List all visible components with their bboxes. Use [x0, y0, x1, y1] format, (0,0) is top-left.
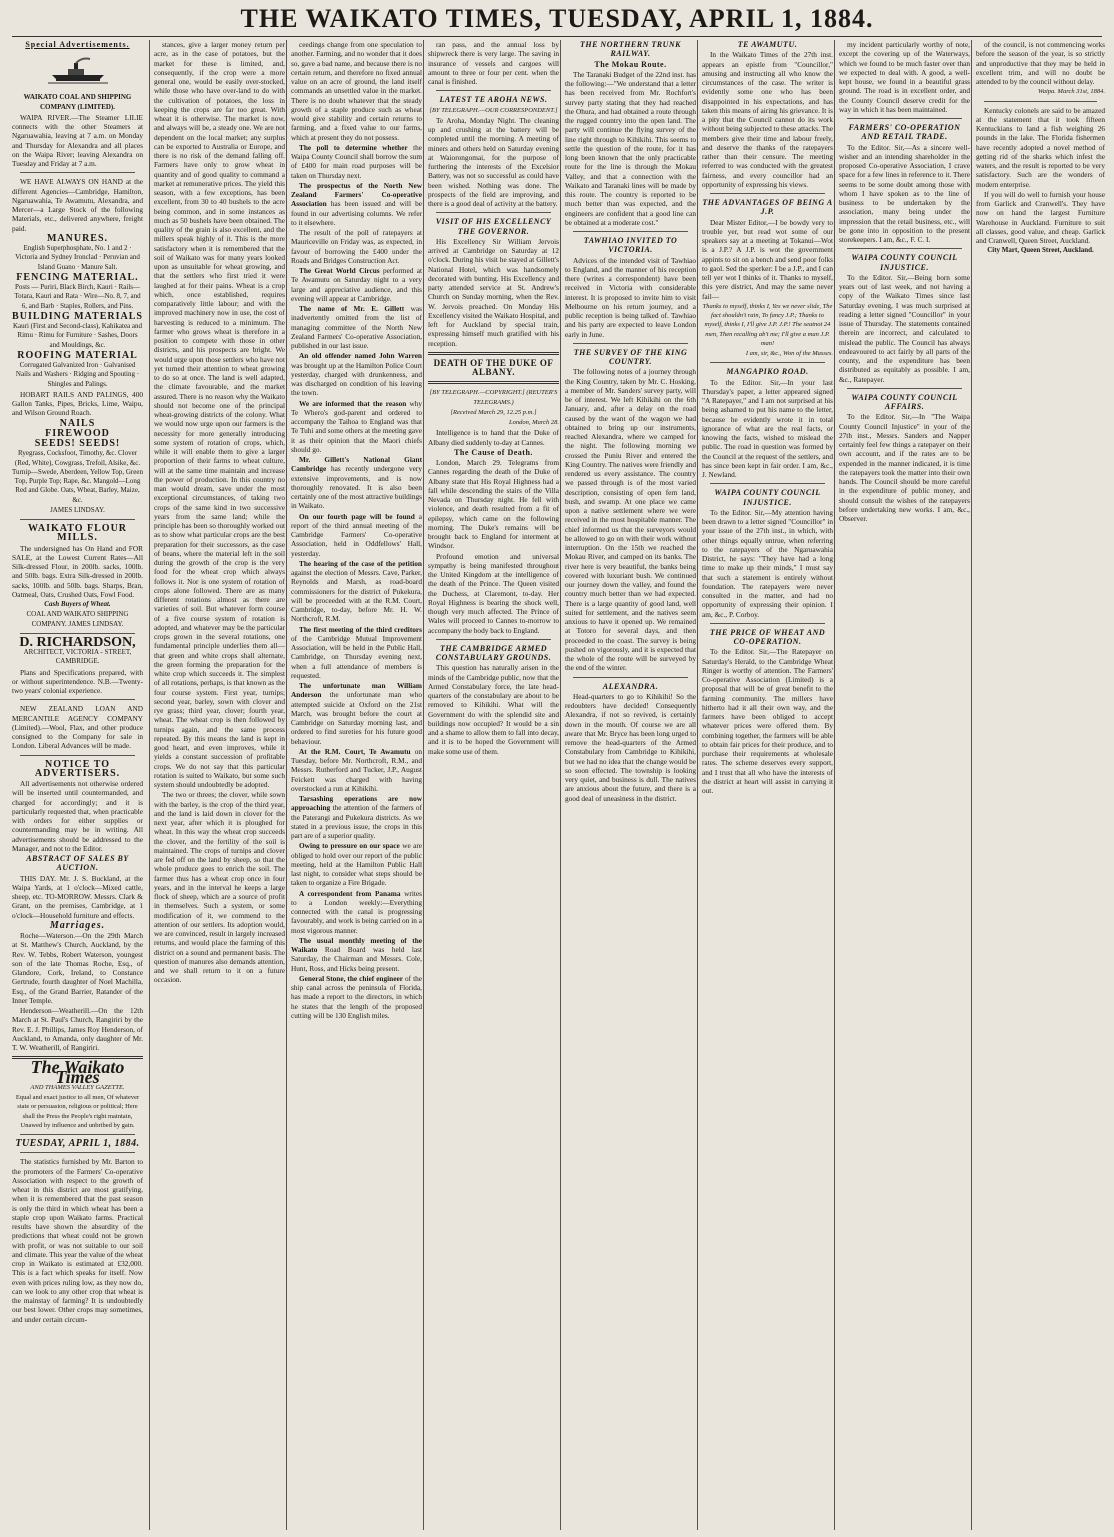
masthead-rule	[12, 36, 1102, 37]
co-operation-heading: FARMERS' CO-OPERATION AND RETAIL TRADE.	[848, 123, 961, 142]
column-1: Special Advertisements. WAIKATO COAL AND SHIPPING COMPANY (LIMITED). WAIPA RIVER.—The Steamer LILIE connects with the other Steamers at Ngaruawahia, leaving at 7 a.m. on Monday and Thursday for Alexandra and all places on the Waipa River; leaving Alexandra on Tuesday and Friday at 7 a.m. WE HAVE ALWAYS ON HAND at the different Agencies—Cambridge, Hamilton, Ngaruawahia, Te Awamutu, Alexandra, and Mercer—a Large Stock of the following Materials, etc., delivered anywhere, freight paid. MANURES. English Superphosphate, No. 1 and 2 · Victoria and Sydney Ironclad · Peruvian and Island Guano · Manure Salt. FENCING MATERIAL. Posts — Puriri, Black Birch, Kauri · Rails—Totara, Kauri and Rata · Wire—No. 8, 7, and 6, and Barb · Staples, Rollers, and Pins. BUILDING MATERIALS Kauri (First and Second-class), Kahikatea and Rimu · Rimu for Furniture · Sashes, Doors and Mouldings, &c. ROOFING MATERIAL Corrugated Galvanized Iron · Galvanised Nails and Washers · Ridging and Spouting · Shingles and Palings. HOBART RAILS AND PALINGS, 400 Gallon Tanks, Pipes, Bricks, Lime, Waipu, and Wilson Ground Roach. NAILS FIREWOOD SEEDS! SEEDS! Ryegrass, Cocksfoot, Timothy, &c. Clover (Red, White), Cowgrass, Trefoil, Alsike, &c. Turnip—Swede, Aberdeen, Yellow Top, Green Top, Purple Top; Rape, &c. Mangold—Long Red and Globe. Oats, Wheat, Barley, Maize, &c. JAMES LINDSAY. WAIKATO FLOUR MILLS. The undersigned has On Hand and FOR SALE, at the Lowest Current Rates—All Silk-dressed Flour, in 200lb. sacks, 100lb. and 50lb. bags. Extra Silk-dressed in 200lb. sacks, 100lb. and 50lb. bags. Sharps, Bran, Oatmeal, Oats, Crushed Oats, Fowl Food. Cash Buyers of Wheat. COAL AND WAIKATO SHIPPING COMPANY. JAMES LINDSAY. D. RICHARDSON, ARCHITECT, VICTORIA - STREET, CAMBRIDGE. Plans and Specifications prepared, with or without superintendence. N.B.—Twenty-two years' colonial experience. NEW ZEALAND LOAN AND MERCANTILE AGENCY COMPANY (Limited).—Wool, Flax, and other produce consigned to the Company for sale in London. Liberal Advances will be made. NOTICE TO ADVERTISERS. All advertisements not otherwise ordered will be inserted until countermanded, and charged for accordingly; and it is particularly requested that, when practicable with orders for either supplies or countermanding may be in writing. All advertisements should be addressed to the Manager, and not to the Editor. ABSTRACT OF SALES BY AUCTION. THIS DAY. Mr. J. S. Buckland, at the Waipa Yards, at 1 o'clock—Mixed cattle, sheep, etc. TO-MORROW. Messrs. Clark & Grant, on the premises, Cambridge, at 1 o'clock—Household furniture and effects. Marriages. Roche—Waterson.—On the 29th March at St. Matthew's Church, Auckland, by the Rev. W. Tebbs, Robert Waterson, youngest son of the late Thomas Roche, Esq., of Glandore, Cork, Ireland, to Constance Gertrude, fourth daughter of Noel Machilla, Esq., of the Grand Barrier, Ratander of the Inner Temple. Henderson—Weatherill.—On the 12th March at St. Paul's Church, Rangiriri by the Rev. E. J. Phillips, James Roy Henderson, of Auckland, to Amanda, only daughter of Mr. T. W. Weatherill, of Rangiriri. The Waikato Times AND THAMES VALLEY GAZETTE. Equal and exact justice to all men, Of whatever state or persuasion, religious or political; Here shall the Press the People's right maintain, Unawed by influence and unbribed by gain. TUESDAY, APRIL 1, 1884. The statistics furnished by Mr. Barton to the promoters of the Farmers' Co-operative Association with respect to the growth of wheat in this district are most gratifying, when it is remembered that the past season is only the third in which wheat has been a staple crop upon Waikato farms. Practical results have shown the absurdity of the predictions that wheat could not be grown with profit, or was not suitable to our soil and climate. This year the value of the wheat crop in Waikato is estimated at £32,000. This is a fact which speaks for itself. Now even with prices ruling low, as they now do, can we look to any other crop that wheat is the mainstay of farming? It is undoubtedly our best lower. Other crops may sometimes, and under certain circum-	[12, 40, 143, 1324]
column-6: TE AWAMUTU. In the Waikato Times of the 27th inst. appears an epistle from "Councillor," amusing and instructing all who know the circumstances of the case. The writer is evidently some one who has been disappointed in his expectations, and has taken this means of airing his grievance. It is a pity that the Council cannot do its work without being subjected to these attacks. The members give their time and labour freely, and deserve the thanks of the ratepayers rather than their censure. The meeting referred to was conducted with the greatest fairness, and every councillor had an opportunity of expressing his views. THE ADVANTAGES OF BEING A J.P. Dear Mister Editor,—I be bowdy very to trouble yer, but read wot some of our speakers say at a meeting at Tokanui—Wot is a J.P.? A J.P. is wot the government appints to sit on a bench and send poor folks to gaol. Sed the sperker: I be a J.P., and I can tell yer wot I thinks of it. Thanks to myself, this yere district, And may the same never fail— Thanks to myself, thinks I, Yes we never slide, The fact shouldn't rain, To fancy J.P.; Thanks to myself, thinks I, I'll give J.P. J.P.! The seatnot 24 men, Then recalling ab't me; I'll give a man J.P. man! I am, sir, &c., Won of the Masses. MANGAPIKO ROAD. To the Editor. Sir,—In your last Thursday's paper, a letter appeared signed "A Ratepayer," and I am not surprised at his being ashamed to put his name to the letter, because he evidently wrote it in total ignorance of what are the real facts, or knowing the facts, wished to mislead the public. The road in question was formed by the Council at the request of the settlers, and has since been kept in fair order. I am, &c., J. Newland. WAIPA COUNTY COUNCIL INJUSTICE. To the Editor. Sir,—My attention having been drawn to a letter signed "Councillor" in your issue of the 27th inst., in which, with other things equally untrue, when referring to the ratepayers of the Ngaruawahia District, he says: "They have had a long time to make up their minds," I must say that such a statement is entirely without foundation. The ratepayers were never consulted in the matter, and had no opportunity of expressing their opinion. I am, &c., P. Corboy. THE PRICE OF WHEAT AND CO-OPERATION. To the Editor. Sir,—The Ratepayer on Saturday's Herald, to the Cambridge Wheat Ringer is worthy of attention. The Farmers' Co-operative Association (Limited) is a proposal that will be of great benefit to the farming community. The millers have hitherto had it all their own way, and the farmers have been obliged to accept whatever prices were offered them. By combining together, the farmers will be able to obtain fair prices for their produce, and to purchase their requirements at wholesale rates. The scheme deserves every support, and I trust that all who have the interests of the district at heart will assist in carrying it out.	[697, 40, 833, 1530]
alexandra-heading: ALEXANDRA.	[602, 681, 659, 691]
mangapiko-heading: MANGAPIKO ROAD.	[726, 367, 809, 377]
nails-heading: NAILS	[59, 417, 96, 429]
notice-heading: NOTICE TO ADVERTISERS.	[34, 758, 121, 779]
leader-end: ceedings change from one speculation to another. Farming, and no wonder that it does so, gave a bad name, and because there is no certain return, and therefore no fixed annual value on an acre of ground, the land itself commands an unsettled value in the market. There is no doubt whatever that the steady growth of a staple produce such as wheat would give stability and certain returns to farming, and a fixed value to our farms, which at present they do not possess.	[291, 40, 422, 142]
te-awamutu-heading: TE AWAMUTU.	[737, 40, 798, 49]
notice-body: All advertisements not otherwise ordered will be inserted until countermanded, and charged for accordingly; and it is particularly requested that, when practicable with orders for either supplies or countermanding may be in writing. All advertisements should be addressed to the Manager, and not to the Editor.	[12, 779, 143, 853]
council-injustice-heading: WAIPA COUNTY COUNCIL INJUSTICE.	[714, 488, 821, 507]
column-8: of the council, is not commencing works before the season of the year, is so strictly and unproductive that they may be held in excellent trim, and will no doubt be attended to by the council without delay. Waipa. March 31st, 1884. Kentucky colonels are said to be amazed at the statement that it took fifteen Kentuckians to land a fish weighing 26 pounds in the lake. The Florida fishermen have recently adopted a novel method of getting rid of the sharks which infest the waters, and the result is reported to be very satisfactory. Such are the wonders of modern enterprise. If you will do well to furnish your house from Garlick and Cranwell's. They have now on hand the largest Furniture Warehouse in Auckland. Furniture to suit all classes, good value, and cheap. Garlick and Cranwell, Queen Street, Auckland. City Mart, Queen Street, Auckland.	[971, 40, 1105, 1530]
trunk-railway-heading: THE NORTHERN TRUNK RAILWAY.	[579, 40, 681, 59]
fencing-heading: FENCING MATERIAL.	[16, 271, 139, 283]
flour-mills-heading: WAIKATO FLOUR MILLS.	[27, 523, 128, 544]
columns	[12, 40, 1104, 1530]
council-affairs-heading: WAIPA COUNTY COUNCIL AFFAIRS.	[851, 392, 958, 411]
firewood-heading: FIREWOOD	[45, 427, 110, 439]
paper-motto: Equal and exact justice to all men, Of whatever state or persuasion, religious or political; Here shall the Press the People's right maintain, Unawed by influence and unbribed by gain.	[15, 1094, 140, 1129]
footer-ad: City Mart, Queen Street, Auckland.	[987, 246, 1094, 255]
column-5: THE NORTHERN TRUNK RAILWAY. The Mokau Route. The Taranaki Budget of the 22nd inst. has the following:—"We understand that a letter has been received from Mr. Rochfort's survey party stating that they had reached the Ohura, and had obtained a route through the rugged country into the open land. The party will continue the flying survey of the line right through to Kihikihi. This seems to settle the question of the route, for it has long been known that the only practicable route for the line is through the Mokau Valley, and that a connection with the Waikato and Taranaki lines will be made by this route. The country is reported to be much better than was expected, and the engineers are confident that a good line can be obtained at a moderate cost." TAWHIAO INVITED TO VICTORIA. Advices of the intended visit of Tawhiao to England, and the manner of his reception there (writes a correspondent) have been received in Victoria with considerable interest. It is proposed to invite him to visit Melbourne on his return journey, and a public reception is being talked of. Tawhiao and his party are expected to leave London early in June. THE SURVEY OF THE KING COUNTRY. The following notes of a journey through the King Country, taken by Mr. C. Hosking, a member of Mr. Sanders' survey party, will be of interest. We left Kihikihi on the 6th January, and, after a delay on the road caused by the want of the wagon we had obtained to bring up our instruments, reached Alexandra, where we camped for the night. The following morning we crossed the Puniu River and entered the King Country. The natives were friendly and rendered us every assistance. The country we passed through is of the most varied description, consisting of open fern land, bush, and swamp. At one place we came upon a native settlement where we were received in the most hospitable manner. The chief informed us that the surveyors would be allowed to go on with their work without interruption. On the 15th we reached the Mokau River, and camped on its banks. The river here is very beautiful, the banks being covered with luxuriant bush. We continued our journey down the valley, and found the country much better than we had expected. There is a large quantity of good land, well suited for settlement, and the natives seem anxious to have it opened up. We remained at Totoro for several days, and then proceeded to the coast. The survey is being pushed on vigorously, and it is expected that the whole of the route will be surveyed by the end of the winter. ALEXANDRA. Head-quarters to go to Kihikihi! So the redoubters have decided! Consequently Alexandra, if not so revived, is certainly down in the mouth. Of course we are all aware that Mr. Bryce has been long urged to remove the head-quarters of the Armed Constabulary from Cambridge to Kihikihi, but we had no idea that the change would be so soon effected. The township is looking very quiet, and business is dull. The natives are anxious about the future, and there is a good deal of uneasiness in the district.	[560, 40, 696, 1530]
hobart-ad: HOBART RAILS AND PALINGS, 400 Gallon Tanks, Pipes, Bricks, Lime, Waipu, and Wilson Ground Roach.	[12, 389, 143, 418]
special-ads-heading: Special Advertisements.	[25, 40, 130, 49]
marriages-heading: Marriages.	[49, 919, 106, 931]
materials-ad-body: WE HAVE ALWAYS ON HAND at the different Agencies—Cambridge, Hamilton, Ngaruawahia, Te Awamutu, Alexandra, and Mercer—a Large Stock of the following Materials, etc., delivered anywhere, freight paid.	[12, 177, 143, 233]
flour-mills-body: The undersigned has On Hand and FOR SALE, at the Lowest Current Rates—All Silk-dressed Flour, in 200lb. sacks, 100lb. and 50lb. bags. Extra Silk-dressed in 200lb. sacks, 100lb. and 50lb. bags. Sharps, Bran, Oatmeal, Oats, Crushed Oats, Fowl Food.	[12, 543, 143, 599]
injustice-heading: WAIPA COUNTY COUNCIL INJUSTICE.	[851, 253, 958, 272]
tawhiao-heading: TAWHIAO INVITED TO VICTORIA.	[583, 236, 678, 255]
column-7: my incident particularly worthy of note, except the covering up of the Waterways, which we found to be much faster over than we expected to deal with. A good, a well-kept house, we found in a beautiful grass ground. The road is in excellent order, and the County Council deserve credit for the way in which it has been maintained. FARMERS' CO-OPERATION AND RETAIL TRADE. To the Editor. Sir,—As a sincere well-wisher and an intending shareholder in the proposed Co-operative Association, I crave space for a few lines in reference to it. There seems to be some doubt among those with whom I have spoken as to the line of business to be undertaken by the association, many being under the impression that the retail business, etc., will be gone into in opposition to the present storekeepers. I am, &c., F. C. I. WAIPA COUNTY COUNCIL INJUSTICE. To the Editor. Sir,—Being born some years out of last week, and not having a copy of the Waikato Times since last Saturday evening, I was much surprised at reading a letter signed "Councillor" in your issue of Thursday. The statements contained therein are incorrect, and calculated to mislead the public. The Council has always endeavoured to act fairly by all parts of the county, and the expenditure has been distributed as equitably as possible. I am, &c., Ratepayer. WAIPA COUNTY COUNCIL AFFAIRS. To the Editor. Sir,—In "The Waipa County Council Injustice" in your of the 27th inst., Messrs. Sanders and Napper certainly feel few things a ratepayer on their own account, and if the rates are to be expended in the manner indicated, it is time the ratepayers took the matter into their own hands. The Council should be more careful in the expenditure of public money, and should consult the wishes of the ratepayers before undertaking new works. I am, &c., Observer.	[834, 40, 970, 1530]
richardson-heading: D. RICHARDSON,	[19, 634, 136, 650]
seeds-heading: SEEDS! SEEDS!	[34, 438, 121, 449]
architect-line: ARCHITECT, VICTORIA - STREET, CAMBRIDGE.	[23, 648, 132, 666]
abstract-heading: ABSTRACT OF SALES BY AUCTION.	[26, 854, 129, 873]
leader-article: The statistics furnished by Mr. Barton to the promoters of the Farmers' Co-operative Association with respect to the growth of wheat in this district are most gratifying, when it is remembered that the past season is only the third in which wheat has been a staple crop upon Waikato farms. Practical results have shown the absurdity of the predictions that wheat could not be grown with profit, or was not suitable to our soil and climate. This year the value of the wheat crop in Waikato is estimated at £32,000. This is a fact which speaks for itself. Now even with prices ruling low, as they now do, can we look to any other crop that wheat is the mainstay of farming? It is undoubtedly our best lower. Other crops may sometimes, and under certain circum-	[12, 1157, 143, 1324]
paper-subtitle: AND THAMES VALLEY GAZETTE.	[30, 1083, 125, 1091]
nz-loan-ad: NEW ZEALAND LOAN AND MERCANTILE AGENCY COMPANY (Limited).—Wool, Flax, and other produce consigned to the Company for sale in London. Liberal Advances will be made.	[12, 704, 143, 751]
leader-continued-2: The two or threes; the clover, while sown with the barley, is the crop of the third year, and the land is laid down in clover for the next year, after which it is ploughed for wheat. In this way the wheat crop succeeds the clover, and the fertility of the soil is maintained. The crops of turnips and clover are fed off on the land by sheep, so that the whole produce goes to enrich the soil. The farmer thus has a wheat crop once in four years, and in the interval he keeps a large flock of sheep, which are a source of profit in themselves. Such a system, or some modification of it, we commend to the attention of our settlers. Its adoption would, we are convinced, result in largely increased returns, and would place the farming of this district on a sound and permanent basis. The question of manures also demands attention, and we shall return to it on a future occasion.	[154, 790, 285, 985]
dateline: TUESDAY, APRIL 1, 1884.	[15, 1138, 140, 1149]
paper-title: The Waikato Times	[30, 1057, 125, 1087]
coal-company-ad-body: WAIPA RIVER.—The Steamer LILIE connects with the other Steamers at Ngaruawahia, leaving at 7 a.m. on Monday and Thursday for Alexandra and all places on the Waipa River; leaving Alexandra on Tuesday and Friday at 7 a.m.	[12, 112, 143, 168]
cash-buyers: Cash Buyers of Wheat.	[44, 600, 111, 608]
column-3: ceedings change from one speculation to another. Farming, and no wonder that it does so, gave a bad name, and because there is no certain return, and therefore no fixed annual value on an acre of ground, the land itself commands an unsettled value in the market. There is no doubt whatever that the steady growth of a staple produce such as wheat would give stability and certain returns to farming, and a fixed value to our farms, which at present they do not possess. The poll to determine whether the Waipa County Council shall borrow the sum of £400 for main road purposes will be taken on Thursday next. The prospectus of the North New Zealand Farmers' Co-operative Association has been issued and will be found in our advertising columns. We refer to it elsewhere. The result of the poll of ratepayers at Mauriceville on Friday was, as expected, in favour of borrowing the £400 under the Roads and Bridges Construction Act. The Great World Circus performed at Te Awamutu on Saturday night to a very large and appreciative audience, and this evening will appear at Cambridge. The name of Mr. E. Gillett was inadvertently omitted from the list of managing committee of the North New Zealand Farmers' Co-operative Association, published in our last issue. An old offender named John Warren was brought up at the Hamilton Police Court yesterday, charged with drunkenness, and was discharged on condition of his leaving the town. We are informed that the reason why Te Whero's god-parent and ordered to accompany the Taihoa to England was that Te Tuhi and some others at the meeting gave it as their opinion that the Maori chiefs should go. Mr. Gillett's National Giant Cambridge has recently undergone very extensive improvements, and is now thoroughly renovated. It is also been certainly one of the most attractive buildings in Waikato. On our fourth page will be found a report of the third annual meeting of the Cambridge Farmers' Co-operative Association, held in Oddfellows' Hall, yesterday. The hearing of the case of the petition against the election of Messrs. Cave, Parker, Reynolds and Marsh, as road-board commissioners for the district of Pukekura, will be proceeded with at the R.M. Court, Cambridge, to-day, before Mr. H. W. Northcroft, R.M. The first meeting of the third creditors of the Cambridge Mutual Improvement Association, will be held in the Public Hall, Cambridge, on Thursday evening next, when a full attendance of members is requested. The unfortunate man William Anderson the unfortunate man who attempted suicide at Oxford on the 21st March, was brought before the court at Cambridge on Saturday morning last, and ordered to find sureties for his future good behaviour. At the R.M. Court, Te Awamutu on Tuesday, before Mr. Northcroft, R.M., and Messrs. Rutherford and Tucker, J.P., August Feickett was charged with having overstocked a run at Kihikihi. Tarsashing operations are now approaching the attention of the farmers of the Paterangi and Pukekura districts. As we stated in a previous issue, the crops in this part are of a superior quality. Owing to pressure on our space we are obliged to hold over our report of the public meeting, held at the Hamilton Public Hall last night, to consider what steps should be taken to organize a Fire Brigade. A correspondent from Panama writes to a London weekly:—Everything connected with the canal is progressing favourably, and work is being carried on in a most vigorous manner. The usual monthly meeting of the Waikato Road Board was held last Saturday, the Chairman and Messrs. Cole, Hunt, Ross, and Hicks being present. General Stone, the chief engineer of the ship canal across the peninsula of Florida, has made a report to the directors, in which he states that the length of the proposed cutting will be 130 English miles.	[286, 40, 422, 1530]
divider	[20, 172, 135, 173]
masthead: THE WAIKATO TIMES, TUESDAY, APRIL 1, 1884.	[240, 4, 874, 33]
manures-heading: MANURES.	[46, 232, 109, 244]
governor-visit-heading: VISIT OF HIS EXCELLENCY THE GOVERNOR.	[435, 217, 552, 236]
coal-company-ad-heading: WAIKATO COAL AND SHIPPING COMPANY (LIMITED).	[23, 93, 132, 111]
column-2	[149, 40, 285, 1530]
cambridge-grounds-heading: THE CAMBRIDGE ARMED CONSTABULARY GROUNDS.	[435, 643, 552, 662]
leader-continued: stances, give a larger money return per acre, as in the case of potatoes, but the market for these is limited, and, consequently, if the crop were a more general one, would be easily over-stocked, while those who have over-land to do with the cultivation of potatoes, the loss in keeping the crops are far too great. With wheat it is otherwise. The market is now, and always will be, a steady one. We are not dependent on the local market; any surplus can be exported to Australia or Europe, and there is no risk of the demand falling off. Farmers have only to grow wheat in quantity and of good quality to command a market at remunerative prices. The yield this season, with a few exceptions, has been excellent, from 30 to 40 bushels to the acre being common, and in some instances as much as 50 bushels have been obtained. The quality of the grain is also excellent, and the millers speak highly of it. This is the more satisfactory when it is remembered that the soil of Waikato was for many years looked upon as unsuitable for wheat growing, and that the settlers who first tried it were laughed at for their pains. Wheat is a crop which, once established, requires comparatively little labour; and with the improved machinery now in use, the cost of harvesting is reduced to a minimum. The farmer who grows wheat is therefore in a position to compete with those in other districts, and his prospects are bright. We would urge upon those settlers who have not yet turned their attention to wheat growing to do so at once. The land is well adapted, the climate favourable, and the market assured. There is no reason why the Waikato should not become one of the principal wheat-growing districts of the colony. What we would now urge upon our farmers is the necessity for more generally introducing some system of rotation of crops, which, while it will enable them to give a larger proportion of their farms to wheat culture, will at the same time maintain and increase the power of production. In this country no man would dream, save under the most exceptional circumstances, of taking two crops of the same kind in two successive years from the same land; while the principle has been so thoroughly worked out as to show what particular crops are the best preparation for their successors, as the case of beans, where the material left in the soil during the growth of the crop is the very food for the wheat crop which always follows it. Nor is one system of rotation of crops alone followed. There are as many different rotations almost as there are varieties of soil. But whatever form course of a five course system of rotation is adopted, and whatever may be the particular crops grown in the several rotations, one fundamental principle underlies them all—that green and white crops shall alternate, the green forming the preparation for the white crop which succeeds it. The simplest of all rotations, perhaps, is that known as the four course system. First year, turnips; second year, barley, sown with clover and rye grass; third year, clover; fourth year, wheat. The wheat crop is then followed by turnips again, and the same process repeated. By this means the land is kept in good heart, and even improves, while it yields a constant succession of profitable crops. We do not say that this particular rotation is suited to Waikato, but some such system should undoubtedly be adopted.	[154, 40, 285, 789]
abstract-body: THIS DAY. Mr. J. S. Buckland, at the Waipa Yards, at 1 o'clock—Mixed cattle, sheep, etc. TO-MORROW. Messrs. Clark & Grant, on the premises, Cambridge, at 1 o'clock—Household furniture and effects.	[12, 873, 143, 920]
price-of-wheat-heading: THE PRICE OF WHEAT AND CO-OPERATION.	[709, 627, 826, 646]
coal-co-sig: COAL AND WAIKATO SHIPPING COMPANY. JAMES LINDSAY.	[26, 610, 129, 628]
column-4: ran pass, and the annual loss by shipwreck there is very large. The saving in insurance of vessels and cargoes will amount to three or four per cent. when the canal is finished. LATEST TE AROHA NEWS. [BY TELEGRAPH.—OUR CORRESPONDENT.] Te Aroha, Monday Night. The cleaning up and crushing at the battery will be completed until the morning. A meeting of miners and others held on Saturday evening at Waiorongomai, for the purpose of furthering the interests of the Excelsior Battery, was not so successful as could have been wished. Nothing was done. The prospects of the field are improving, and there is a good deal of activity at the battery. VISIT OF HIS EXCELLENCY THE GOVERNOR. His Excellency Sir William Jervois arrived at Cambridge on Saturday at 12 o'clock. During his visit he stayed at Gillett's National Hotel, which was handsomely decorated with bunting. His Excellency and party attended service at St. Andrew's Church on Sunday morning, when the Rev. W. Jervois preached. On Monday His Excellency visited the Waikato Hospital, and left for Auckland by special train, expressing himself much gratified with his reception. DEATH OF THE DUKE OF ALBANY. [BY TELEGRAPH.—COPYRIGHT.] (REUTER'S TELEGRAMS.) [Received March 29, 12.25 p.m.] London, March 28. Intelligence is to hand that the Duke of Albany died suddenly to-day at Cannes. The Cause of Death. London, March 29. Telegrams from Cannes regarding the death of the Duke of Albany state that His Royal Highness had a fall while descending the stairs of the Villa Nevada on Thursday night. He fell with violence, and death resulted from a fit of epilepsy, which came on the following morning. The Duke's remains will be brought back to England for interment at Windsor. Profound emotion and universal sympathy is being manifested throughout the United Kingdom at the intelligence of the death of the Prince. The Queen visited the Duchess, at Claremont, to-day. Her Royal Highness is bearing the shock well, though very much affected. The Prince of Wales will proceed to Cannes to-morrow to accompany the body back to England. THE CAMBRIDGE ARMED CONSTABULARY GROUNDS. This question has naturally arisen in the minds of the Cambridge public, now that the Armed Constabulary force, the late head-quarters of the constabulary are about to be removed to Kihikihi. What will the Government do with the splendid site and buildings now occupied? It would be a sin and a shame to allow them to fall into decay, and it is to be hoped the Government will make some use of them.	[423, 40, 559, 1530]
roofing-heading: ROOFING MATERIAL	[17, 349, 138, 361]
duke-albany-heading: DEATH OF THE DUKE OF ALBANY.	[433, 357, 554, 377]
marriages-body: Roche—Waterson.—On the 29th March at St. Matthew's Church, Auckland, by the Rev. W. Tebbs, Robert Waterson, youngest son of the late Thomas Roche, Esq., of Glandore, Cork, Ireland, to Constance Gertrude, fourth daughter of Noel Machilla, Esq., of the Grand Barrier, Ratander of the Inner Temple.	[12, 931, 143, 1005]
henderson-notice: Henderson—Weatherill.—On the 12th March at St. Paul's Church, Rangiriri by the Rev. E. J. Phillips, James Roy Henderson, of Auckland, to Amanda, only daughter of Mr. T. W. Weatherill, of Rangiriri.	[12, 1006, 143, 1052]
jp-heading: THE ADVANTAGES OF BEING A J.P.	[702, 198, 833, 217]
king-country-heading: THE SURVEY OF THE KING COUNTRY.	[573, 347, 688, 366]
lindsay-sig: JAMES LINDSAY.	[50, 505, 105, 514]
steamship-icon	[48, 53, 108, 89]
te-aroha-heading: LATEST TE AROHA NEWS.	[439, 95, 548, 105]
building-heading: BUILDING MATERIALS	[12, 310, 143, 322]
